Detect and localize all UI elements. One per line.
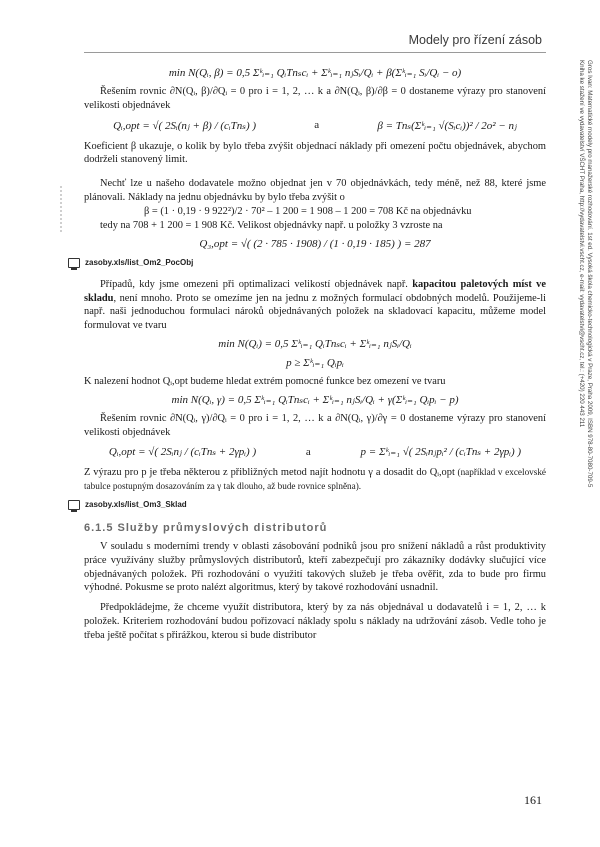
paragraph-distributor-assumption: Předpokládejme, že chceme využít distributora, který by za nás objednával u dodavatelů i = 1, 2, … k položek. Kriteriem rozhodování budou pořizovací náklady spolu s náklady na udržování zásob. Vedle toho je třeba ještě počítat s přirážkou, kterou si bude distributor — [84, 602, 546, 641]
equation-lagrange-capacity: min N(Qᵢ, γ) = 0,5 Σᵏᵢ₌₁ QᵢTnₛcᵢ + Σᵏᵢ₌₁ nⱼSᵢ/Qᵢ + γ(Σᵏᵢ₌₁ Qᵢpᵢ − p) — [171, 393, 459, 406]
paragraph-gamma-search: Z výrazu pro p je třeba některou z přibližných metod najít hodnotu γ a dosadit do Qᵢ,opt (například v excelovské tabulce postupným dosazováním za γ tak dlouho, až bude rovnice splněna). — [84, 467, 546, 492]
margin-dots — [60, 186, 62, 232]
paragraph-auxiliary-function: K nalezení hodnot Qᵢ,opt budeme hledat extrém pomocné funkce bez omezení ve tvaru — [84, 375, 446, 387]
equation-q3-opt: Q₃,opt = √( (2 · 785 · 1908) / (1 · 0,19 · 185) ) = 287 — [199, 237, 431, 250]
paragraph-solution-capacity: Řešením rovnic ∂N(Qᵢ, γ)/∂Qᵢ = 0 pro i = 1, 2, … k a ∂N(Qᵢ, γ)/∂γ = 0 dostaneme výrazy pro stanovení velikosti objednávek — [84, 412, 546, 438]
page-content — [84, 62, 546, 643]
citation-sidebar — [569, 60, 593, 600]
paragraph-solution-orders: Řešením rovnic ∂N(Qᵢ, β)/∂Qᵢ = 0 pro i = 1, 2, … k a ∂N(Qᵢ, β)/∂β = 0 dostaneme výrazy pro stanovení velikosti objednávek — [84, 86, 546, 111]
page-number: 161 — [524, 793, 542, 807]
paragraph-storage-capacity: Případů, kdy jsme omezeni při optimalizaci velikostí objednávek např. kapacitou paletových míst ve skladu, není mnoho. Proto se omezíme jen na jednu z možných formulací obdobných modelů. Použijeme-li např. naši jednoduchou formulaci nároků objednávaných položek na skladovací kapacitu, můžeme model formulovat ve tvaru — [84, 278, 546, 332]
equation-beta: β = Tnₛ(Σᵏᵢ₌₁ √(Sᵢcᵢ))² / 2o² − nⱼ — [377, 119, 517, 132]
file-reference-1[interactable] — [68, 258, 546, 268]
citation-line-2: Kniha ke stažení ve vydavatelství VŠCHT Praha, http://vydavatelstvi.vscht.cz, e-mail: vydavatelstvi@vscht.cz, tel.: (+420) 220 443 211 — [578, 60, 585, 428]
equation-and: a — [314, 119, 320, 132]
computer-icon — [68, 500, 80, 510]
calc-new-cost: tedy na 708 + 1 200 = 1 908 Kč. Velikost objednávky např. u položky 3 vzroste na — [100, 219, 443, 231]
equation-pair-capacity — [84, 445, 546, 458]
file-reference-2[interactable] — [68, 500, 546, 510]
emphasis-pallet-capacity: kapacitou paletových míst ve skladu — [84, 278, 546, 304]
paragraph-beta-coefficient: Koeficient β ukazuje, o kolik by bylo třeba zvýšit objednací náklady při omezení počtu objednávek, abychom dodrželi stanovený limit. — [84, 140, 546, 166]
header-rule — [84, 52, 546, 53]
equation-q-opt-capacity: Qᵢ,opt = √( 2Sᵢnⱼ / (cᵢTnₛ + 2γpᵢ) ) — [108, 446, 257, 459]
calc-beta: β = (1 · 0,19 · 9 922²)/2 · 70² – 1 200 = 1 908 – 1 200 = 708 Kč na objednávku — [144, 205, 472, 217]
equation-lagrange-orders: min N(Qᵢ, β) = 0,5 Σᵏᵢ₌₁ QᵢTnₛcᵢ + Σᵏᵢ₌₁ nⱼSᵢ/Qᵢ + β(Σᵏᵢ₌₁ Sᵢ/Qᵢ − o) — [168, 67, 462, 79]
equation-p: p = Σᵏᵢ₌₁ √( 2Sᵢnⱼpᵢ² / (cᵢTnₛ + 2γpᵢ) ) — [360, 446, 522, 459]
running-head: Modely pro řízení zásob — [408, 33, 542, 47]
computer-icon — [68, 258, 80, 268]
paragraph-distributors: V souladu s moderními trendy v oblasti zásobování podniků jsou pro snížení nákladů a růst produktivity práce využívány služby průmyslových distributorů, kteří zabezpečují pro zákazníky dodávky slučující více objednávaných položek. Při rozhodování o využití takových služeb je třeba ověřit, zda to bude pro firmu výhodné. Pokusme se proto nalézt algoritmus, který by takové rozhodování usnadnil. — [84, 540, 546, 594]
equation-q-opt: Qᵢ,opt = √( 2Sᵢ(nⱼ + β) / (cᵢTnₛ) ) — [113, 119, 257, 132]
citation-line-1: Gros Ivan: Matematické modely pro manažerské rozhodování. 1st ed. Vysoká škola chemicko-technologická v Praze, Praha 2009, ISBN 978-80-7080-709-5 — [586, 60, 593, 488]
file-reference-2-label: zasoby.xls/list_Om3_Sklad — [85, 500, 187, 510]
file-reference-1-label: zasoby.xls/list_Om2_PocObj — [85, 258, 194, 268]
equation-and-2: a — [305, 445, 311, 458]
paragraph-example-orders: Nechť lze u našeho dodavatele možno objednat jen v 70 objednávkách, tedy méně, než 88, které jsme plánovali. Náklady na jednu objednávku by bylo třeba zvýšit o — [84, 178, 546, 203]
equation-capacity-constraint: p ≥ Σᵏᵢ₌₁ Qᵢpᵢ — [286, 356, 344, 369]
section-heading: 6.1.5 Služby průmyslových distributorů — [84, 521, 328, 534]
equation-pair-orders — [84, 119, 546, 132]
equation-min-cost: min N(Qᵢ) = 0,5 Σᵏᵢ₌₁ QᵢTnₛcᵢ + Σᵏᵢ₌₁ nⱼSᵢ/Qᵢ — [218, 337, 412, 350]
